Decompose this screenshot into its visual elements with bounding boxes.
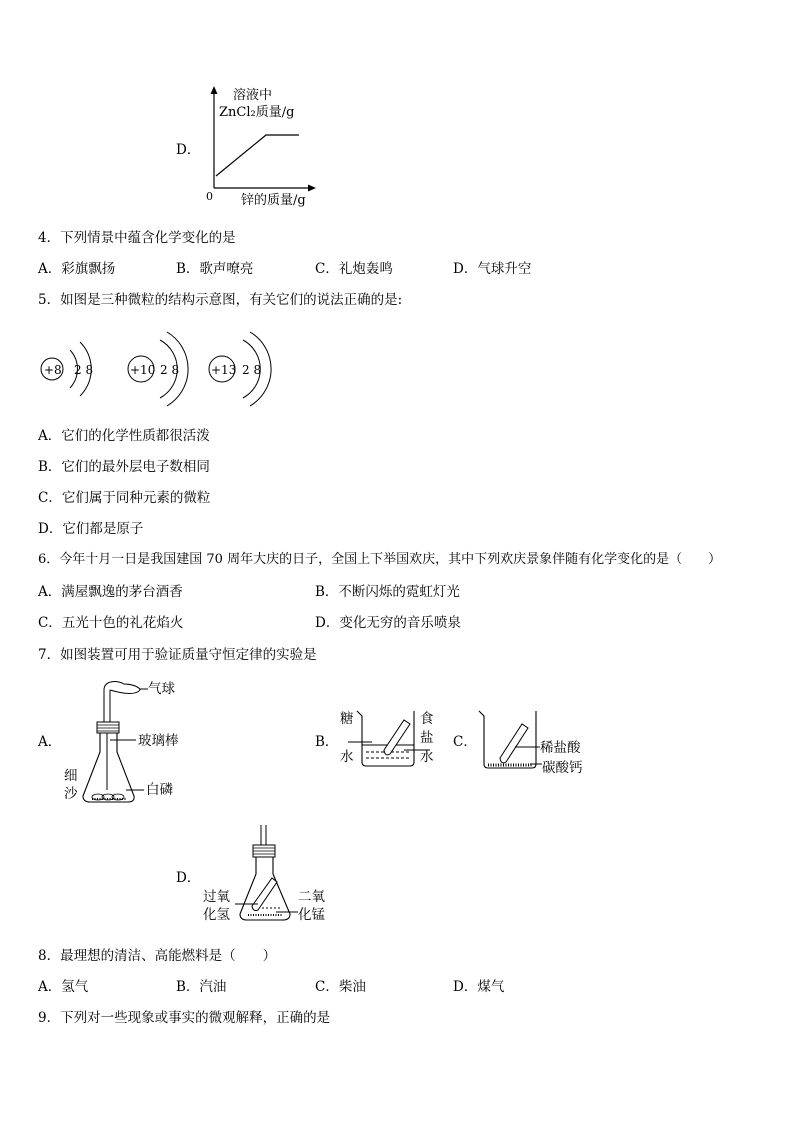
- q5-option-a[interactable]: A．它们的化学性质都很活泼: [38, 428, 210, 444]
- q7-option-a-letter[interactable]: A．: [38, 734, 62, 750]
- q7-b-left-label-2: 水: [340, 749, 354, 765]
- atom-1-nucleus: +8: [44, 363, 62, 377]
- q4-option-d[interactable]: D．气球升空: [453, 261, 532, 277]
- q9-stem: 9．下列对一些现象或事实的微观解释，正确的是: [38, 1010, 331, 1026]
- q8-option-a[interactable]: A．氢气: [38, 979, 89, 995]
- atom-2-shells: 2 8: [160, 363, 180, 377]
- q7-stem: 7．如图装置可用于验证质量守恒定律的实验是: [38, 647, 317, 663]
- q7-d-right-label-2: 化锰: [298, 907, 325, 923]
- q7-a-sand-label-1: 细: [64, 768, 78, 784]
- q7-option-d-letter[interactable]: D．: [176, 870, 201, 886]
- q3-graph-xlabel: 锌的质量/g: [241, 193, 306, 208]
- q6-stem: 6．今年十月一日是我国建国 70 周年大庆的日子，全国上下举国欢庆，其中下列欢庆景象伴随有化学变化的是（ ）: [38, 552, 722, 567]
- q7-a-rod-label: 玻璃棒: [138, 733, 179, 749]
- q7-c-carbonate-label: 碳酸钙: [542, 760, 583, 776]
- q8-option-d[interactable]: D．煤气: [453, 979, 505, 995]
- q8-stem: 8．最理想的清洁、高能燃料是（ ）: [38, 948, 277, 964]
- q3-option-d-letter: D．: [176, 142, 201, 158]
- q4-stem: 4．下列情景中蕴含化学变化的是: [38, 230, 236, 246]
- q7-option-c-letter[interactable]: C．: [453, 734, 477, 750]
- q4-option-b[interactable]: B．歌声嘹亮: [176, 261, 254, 277]
- q7-b-right-label-3: 水: [420, 749, 434, 765]
- q5-option-b[interactable]: B．它们的最外层电子数相同: [38, 459, 210, 475]
- q8-option-c[interactable]: C．柴油: [315, 979, 366, 995]
- q6-option-c[interactable]: C．五光十色的礼花焰火: [38, 615, 184, 631]
- atom-3-shells: 2 8: [242, 363, 262, 377]
- atom-2-nucleus: +10: [130, 363, 156, 377]
- q3-graph-ylabel-line1: 溶液中: [233, 88, 273, 103]
- q7-a-sand-label-2: 沙: [64, 786, 78, 802]
- q3-graph-origin: 0: [206, 190, 213, 203]
- atom-1-shells: 2 8: [74, 363, 94, 377]
- q4-option-a[interactable]: A．彩旗飘扬: [38, 261, 116, 277]
- q7-d-right-label-1: 二氧: [298, 889, 325, 905]
- atom-3-nucleus: +13: [211, 363, 237, 377]
- q8-option-b[interactable]: B．汽油: [176, 979, 227, 995]
- q7-b-right-label-2: 盐: [420, 730, 434, 746]
- q5-stem: 5．如图是三种微粒的结构示意图，有关它们的说法正确的是:: [38, 292, 403, 308]
- q7-d-left-label-2: 化氢: [203, 907, 230, 923]
- q7-option-b-letter[interactable]: B．: [315, 734, 339, 750]
- q3-graph-ylabel-line2: ZnCl₂质量/g: [219, 105, 295, 120]
- q5-option-c[interactable]: C．它们属于同种元素的微粒: [38, 490, 211, 506]
- q7-b-right-label-1: 食: [420, 711, 434, 727]
- q6-option-b[interactable]: B．不断闪烁的霓虹灯光: [315, 584, 460, 600]
- q7-d-left-label-1: 过氧: [203, 889, 230, 905]
- q4-option-c[interactable]: C．礼炮轰鸣: [315, 261, 393, 277]
- q7-c-acid-label: 稀盐酸: [540, 740, 581, 756]
- q7-b-left-label-1: 糖: [340, 711, 354, 727]
- q5-option-d[interactable]: D．它们都是原子: [38, 521, 144, 537]
- q7-a-phosphorus-label: 白磷: [146, 782, 173, 798]
- q6-option-a[interactable]: A．满屋飘逸的茅台酒香: [38, 584, 183, 600]
- q7-a-balloon-label: 气球: [148, 681, 175, 697]
- q6-option-d[interactable]: D．变化无穷的音乐喷泉: [315, 615, 461, 631]
